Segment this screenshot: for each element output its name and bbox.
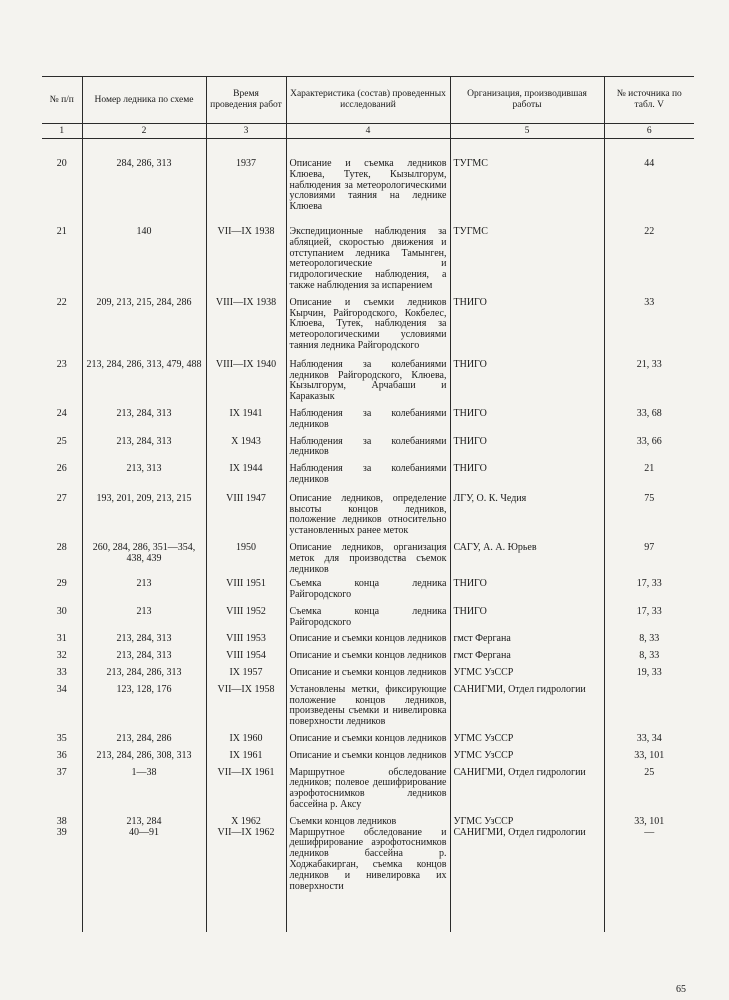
work-period: VIII 1947 bbox=[206, 494, 286, 543]
organization: САНИГМИ, Отдел гидрологии bbox=[450, 768, 604, 817]
table-row bbox=[42, 751, 694, 768]
table-row bbox=[42, 409, 694, 437]
organization: САНИГМИ, Отдел гидрологии bbox=[450, 828, 604, 893]
organization: САГУ, А. А. Юрьев bbox=[450, 543, 604, 579]
table-row bbox=[42, 298, 694, 360]
row-number: 32 bbox=[56, 650, 67, 662]
organization: гмст Фергана bbox=[450, 634, 604, 651]
work-period: VIII 1953 bbox=[206, 634, 286, 651]
source-number: 33, 68 bbox=[604, 409, 694, 437]
row-number: 33 bbox=[56, 667, 67, 679]
organization: УГМС УзССР bbox=[450, 817, 604, 828]
source-number: 17, 33 bbox=[604, 607, 694, 635]
table-row bbox=[42, 464, 694, 494]
organization: УГМС УзССР bbox=[450, 668, 604, 685]
table-row bbox=[42, 227, 694, 298]
row-number: 21 bbox=[56, 225, 67, 237]
page-number: 65 bbox=[676, 984, 686, 995]
research-description: Описание и съемки концов ледников bbox=[286, 668, 450, 685]
header-source: № источника по табл. V bbox=[604, 77, 694, 124]
table-row bbox=[42, 437, 694, 465]
work-period: IX 1961 bbox=[206, 751, 286, 768]
glacier-numbers: 213, 284, 313 bbox=[82, 651, 206, 668]
table-row bbox=[42, 579, 694, 607]
row-number: 36 bbox=[56, 749, 67, 761]
glacier-numbers: 213, 284 bbox=[82, 817, 206, 828]
work-period: VIII 1954 bbox=[206, 651, 286, 668]
research-description: Съемки концов ледников bbox=[286, 817, 450, 828]
glacier-numbers: 213, 284, 286, 313 bbox=[82, 668, 206, 685]
glacier-numbers: 213, 313 bbox=[82, 464, 206, 494]
glacier-numbers: 209, 213, 215, 284, 286 bbox=[82, 298, 206, 360]
table-body bbox=[42, 139, 694, 933]
research-description: Маршрутное обследование и дешифрирование аэрофотоснимков ледников бассейна р. Ходжабакирган, съемка концов ледников и нивелировка их поверхности bbox=[286, 828, 450, 893]
table-row bbox=[42, 768, 694, 817]
col-number: 1 bbox=[42, 124, 82, 139]
research-description: Наблюдения за колебаниями ледников Райгородского, Клюева, Кызылгорум, Арчабаши и Караказык bbox=[286, 360, 450, 409]
research-description: Описание ледников, определение высоты концов ледников, положение ледников относительно установленных ранее меток bbox=[286, 494, 450, 543]
research-description: Описание и съемки ледников Кырчин, Райгородского, Кокбелес, Клюева, Тутек, наблюдения за метеорологическими условиями таяния ледника Райгородского bbox=[286, 298, 450, 360]
glacier-numbers: 260, 284, 286, 351—354, 438, 439 bbox=[82, 543, 206, 579]
work-period: X 1943 bbox=[206, 437, 286, 465]
source-number: 8, 33 bbox=[604, 651, 694, 668]
row-number: 23 bbox=[56, 358, 67, 370]
row-number: 25 bbox=[56, 435, 67, 447]
work-period: VIII 1951 bbox=[206, 579, 286, 607]
organization: гмст Фергана bbox=[450, 651, 604, 668]
organization: УГМС УзССР bbox=[450, 734, 604, 751]
organization: ТНИГО bbox=[450, 298, 604, 360]
source-number: 33, 66 bbox=[604, 437, 694, 465]
col-number: 6 bbox=[604, 124, 694, 139]
research-description: Наблюдения за колебаниями ледников bbox=[286, 464, 450, 494]
organization: ТНИГО bbox=[450, 360, 604, 409]
research-description: Описание и съемка ледников Клюева, Тутек, Кызылгорум, наблюдения за метеорологическими условиями таяния на леднике Клюева bbox=[286, 139, 450, 227]
source-number: 22 bbox=[604, 227, 694, 298]
work-period: IX 1960 bbox=[206, 734, 286, 751]
work-period: VIII 1952 bbox=[206, 607, 286, 635]
organization: ЛГУ, О. К. Чедия bbox=[450, 494, 604, 543]
table-row bbox=[42, 634, 694, 651]
row-number: 30 bbox=[56, 605, 67, 617]
glacier-numbers: 213, 284, 286 bbox=[82, 734, 206, 751]
research-description: Установлены метки, фиксирующие положение концов ледников, произведены съемки и нивелировка поверхности ледников bbox=[286, 685, 450, 734]
research-description: Экспедиционные наблюдения за абляцией, скоростью движения и отступанием ледника Тамынген, метеорологические и гидрологические наблюдения, а также наблюдения за испарением bbox=[286, 227, 450, 298]
glacier-numbers: 193, 201, 209, 213, 215 bbox=[82, 494, 206, 543]
organization: ТНИГО bbox=[450, 607, 604, 635]
source-number: 8, 33 bbox=[604, 634, 694, 651]
row-number: 22 bbox=[56, 296, 67, 308]
row-number: 38 bbox=[56, 815, 67, 827]
organization: САНИГМИ, Отдел гидрологии bbox=[450, 685, 604, 734]
source-number: 19, 33 bbox=[604, 668, 694, 685]
table-header-row bbox=[42, 77, 694, 124]
empty-cell bbox=[206, 892, 286, 932]
column-number-row bbox=[42, 124, 694, 139]
glacier-numbers: 40—91 bbox=[82, 828, 206, 893]
research-description: Описание и съемки концов ледников bbox=[286, 751, 450, 768]
table-row bbox=[42, 139, 694, 227]
source-number: — bbox=[604, 828, 694, 893]
empty-cell bbox=[42, 892, 82, 932]
table-row bbox=[42, 668, 694, 685]
source-number: 33, 34 bbox=[604, 734, 694, 751]
work-period: 1950 bbox=[206, 543, 286, 579]
organization: ТНИГО bbox=[450, 464, 604, 494]
row-number: 27 bbox=[56, 492, 67, 504]
organization: ТНИГО bbox=[450, 579, 604, 607]
header-glacier: Номер ледника по схеме bbox=[82, 77, 206, 124]
row-number: 28 bbox=[56, 541, 67, 553]
source-number: 33, 101 bbox=[604, 817, 694, 828]
organization: УГМС УзССР bbox=[450, 751, 604, 768]
table-row bbox=[42, 685, 694, 734]
glacier-numbers: 213, 284, 313 bbox=[82, 437, 206, 465]
research-description: Описание и съемки концов ледников bbox=[286, 651, 450, 668]
source-number: 97 bbox=[604, 543, 694, 579]
work-period: IX 1957 bbox=[206, 668, 286, 685]
table-row bbox=[42, 360, 694, 409]
glacier-numbers: 213, 284, 313 bbox=[82, 634, 206, 651]
organization: ТУГМС bbox=[450, 227, 604, 298]
row-number: 26 bbox=[56, 463, 67, 475]
table-row bbox=[42, 607, 694, 635]
research-description: Наблюдения за колебаниями ледников bbox=[286, 437, 450, 465]
work-period: VII—IX 1961 bbox=[206, 768, 286, 817]
glacier-numbers: 213 bbox=[82, 579, 206, 607]
table-row bbox=[42, 828, 694, 893]
glacier-numbers: 284, 286, 313 bbox=[82, 139, 206, 227]
source-number: 75 bbox=[604, 494, 694, 543]
work-period: VII—IX 1938 bbox=[206, 227, 286, 298]
source-number: 25 bbox=[604, 768, 694, 817]
glacier-research-table bbox=[42, 76, 694, 932]
table-bottom-spacer bbox=[42, 892, 694, 932]
row-number: 24 bbox=[56, 407, 67, 419]
research-description: Съемка конца ледника Райгородского bbox=[286, 607, 450, 635]
work-period: VIII—IX 1938 bbox=[206, 298, 286, 360]
source-number: 21, 33 bbox=[604, 360, 694, 409]
work-period: VIII—IX 1940 bbox=[206, 360, 286, 409]
row-number: 29 bbox=[56, 578, 67, 590]
col-number: 5 bbox=[450, 124, 604, 139]
row-number: 31 bbox=[56, 633, 67, 645]
table-row bbox=[42, 494, 694, 543]
header-organization: Организация, производившая работы bbox=[450, 77, 604, 124]
research-description: Съемка конца ледника Райгородского bbox=[286, 579, 450, 607]
glacier-numbers: 213, 284, 313 bbox=[82, 409, 206, 437]
empty-cell bbox=[82, 892, 206, 932]
header-time: Время проведения работ bbox=[206, 77, 286, 124]
header-characteristic: Характеристика (состав) проведенных исследований bbox=[286, 77, 450, 124]
glacier-numbers: 213, 284, 286, 308, 313 bbox=[82, 751, 206, 768]
header-number: № п/п bbox=[42, 77, 82, 124]
glacier-numbers: 1—38 bbox=[82, 768, 206, 817]
col-number: 4 bbox=[286, 124, 450, 139]
source-number bbox=[604, 685, 694, 734]
glacier-numbers: 213 bbox=[82, 607, 206, 635]
empty-cell bbox=[450, 892, 604, 932]
source-number: 33, 101 bbox=[604, 751, 694, 768]
research-description: Описание и съемки концов ледников bbox=[286, 734, 450, 751]
work-period: VII—IX 1958 bbox=[206, 685, 286, 734]
glacier-numbers: 213, 284, 286, 313, 479, 488 bbox=[82, 360, 206, 409]
research-description: Наблюдения за колебаниями ледников bbox=[286, 409, 450, 437]
organization: ТНИГО bbox=[450, 409, 604, 437]
empty-cell bbox=[604, 892, 694, 932]
source-number: 33 bbox=[604, 298, 694, 360]
table-row bbox=[42, 543, 694, 579]
row-number: 20 bbox=[56, 158, 67, 169]
glacier-numbers: 123, 128, 176 bbox=[82, 685, 206, 734]
source-number: 21 bbox=[604, 464, 694, 494]
organization: ТНИГО bbox=[450, 437, 604, 465]
row-number: 34 bbox=[56, 683, 67, 695]
research-description: Маршрутное обследование ледников; полевое дешифрирование аэрофотоснимков ледников бассейна р. Аксу bbox=[286, 768, 450, 817]
work-period: IX 1944 bbox=[206, 464, 286, 494]
work-period: IX 1941 bbox=[206, 409, 286, 437]
research-description: Описание и съемки концов ледников bbox=[286, 634, 450, 651]
col-number: 2 bbox=[82, 124, 206, 139]
empty-cell bbox=[286, 892, 450, 932]
source-number: 17, 33 bbox=[604, 579, 694, 607]
work-period: X 1962 bbox=[206, 817, 286, 828]
table-row bbox=[42, 651, 694, 668]
research-description: Описание ледников, организация меток для производства съемок ледников bbox=[286, 543, 450, 579]
row-number: 37 bbox=[56, 766, 67, 778]
organization: ТУГМС bbox=[450, 139, 604, 227]
table-row bbox=[42, 734, 694, 751]
source-number: 44 bbox=[604, 139, 694, 227]
work-period: 1937 bbox=[206, 139, 286, 227]
glacier-numbers: 140 bbox=[82, 227, 206, 298]
col-number: 3 bbox=[206, 124, 286, 139]
row-number: 35 bbox=[56, 733, 67, 745]
row-number: 39 bbox=[56, 826, 67, 838]
work-period: VII—IX 1962 bbox=[206, 828, 286, 893]
